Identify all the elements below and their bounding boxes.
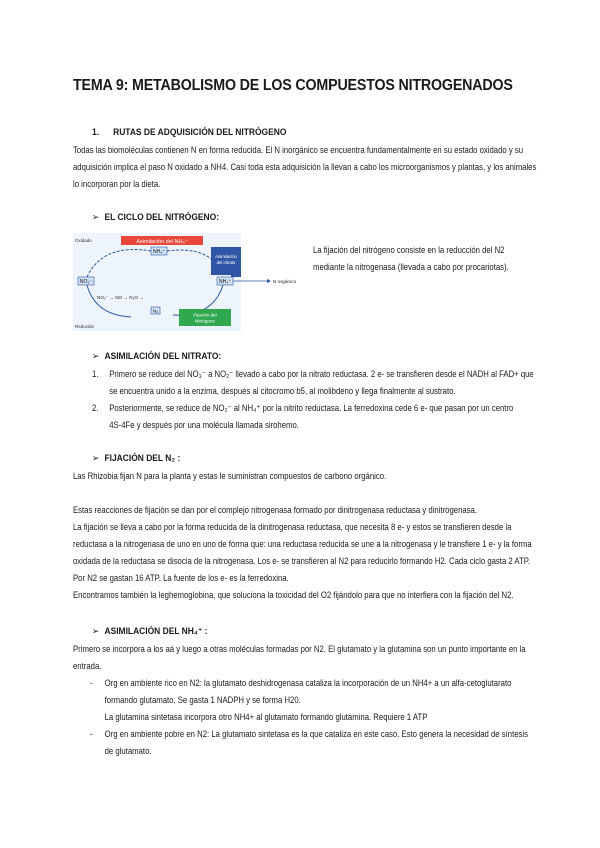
- list-item: [92, 400, 534, 417]
- nitrato-heading-text: ASIMILACIÓN DEL NITRATO:: [104, 350, 222, 361]
- diagram-species-chain: NO₂⁻ → NO → N₂O →: [97, 295, 144, 300]
- list-line: Org en ambiente pobre en N2: La glutamato sintetasa es la que cataliza en este caso. Esto genera la necesidad de síntesis: [104, 729, 529, 739]
- section-heading-amonio: [92, 625, 207, 637]
- list-number: 2.: [92, 403, 99, 413]
- list-line: Primero se reduce del NO₃⁻ a NO₂⁻ llevado a cabo por la nitrato reductasa. 2 e- se transfieren desde el NADH al FAD+ que: [109, 369, 534, 379]
- list-line: Org en ambiente rico en N2: la glutamato deshidrogenasa cataliza la incorporación de un NH4+ a un alfa-cetoglutarato: [104, 678, 512, 688]
- cycle-caption-line: mediante la nitrogenasa (llevada a cabo por procariotas).: [313, 262, 509, 272]
- list-line: 4S-4Fe y después por una molécula llamada sirohemo.: [109, 420, 299, 430]
- intro-line: adquisición implica el paso N oxidado a NH4. Casi toda esta adquisición la llevan a cabo los microorganismos y plantas, y los animales: [73, 162, 537, 172]
- diagram-fix-label-1: Fijación del: [193, 312, 217, 318]
- nitrate-list: [92, 366, 534, 434]
- fixation-line: Encontramos también la leghemoglobina, que soluciona la toxicidad del O2 fijándolo para que no interfiera con la fijación del N2.: [73, 590, 514, 600]
- ammonium-line: entrada.: [73, 661, 102, 671]
- arrow-bullet-icon: ➢: [92, 211, 100, 222]
- fixation-line-blank: [73, 485, 532, 502]
- fixation-paragraph: [73, 468, 532, 604]
- page-title: TEMA 9: METABOLISMO DE LOS COMPUESTOS NITROGENADOS: [73, 77, 513, 94]
- fixation-line: reductasa a la nitrogenasa de uno en uno de forma que: una reductasa reducida se une a la nitrogenasa y le transfiere 1 e- y la forma: [73, 539, 532, 549]
- list-line: Posteriormente, se reduce de NO₂⁻ al NH₄⁺ por la nitrito reductasa. La ferredoxina cede 6 e- que pasan por un centro: [109, 403, 514, 413]
- diagram-nh4-top: NH₄⁺: [153, 249, 165, 255]
- arrow-bullet-icon: ➢: [92, 350, 100, 361]
- section-heading-nitrato: [92, 350, 221, 362]
- intro-line: lo incorporan por la dieta.: [73, 179, 161, 189]
- fixation-line: Por N2 se gastan 16 ATP. La fuente de los e- es la ferredoxina.: [73, 573, 289, 583]
- amonio-heading-text: ASIMILACIÓN DEL NH₄⁺ :: [104, 625, 208, 636]
- list-item: [90, 726, 528, 743]
- section-heading-rutas: 1. RUTAS DE ADQUISICIÓN DEL NITRÓGENO: [92, 126, 287, 137]
- list-item-cont: [90, 692, 528, 709]
- section-heading-ciclo: [92, 211, 219, 223]
- ammonium-intro: [73, 641, 526, 675]
- ammonium-line: Primero se incorpora a los aá y luego a otras moléculas formadas por N2. El glutamato y la glutamina son un punto importante en la: [73, 644, 526, 654]
- dash-bullet: -: [90, 729, 93, 739]
- fixation-line: Estas reacciones de fijación se dan por el complejo nitrogenasa formado por dinitrogenasa reductasa y dinitrogenasa.: [73, 505, 478, 515]
- diagram-nh4-right: NH₄⁺: [219, 279, 231, 285]
- fixation-line: La fijación se lleva a cabo por la forma reducida de la dinitrogenasa reductasa, que necesita 8 e- y estos se transfieren desde la: [73, 522, 512, 532]
- list-line: se encuentra unido a la enzima, después al citocromo b5, al molibdeno y llega finalmente al sustrato.: [109, 386, 456, 396]
- diagram-n2: N₂: [152, 308, 159, 314]
- ammonium-list: [90, 675, 528, 760]
- list-line: La glutamina sintetasa incorpora otro NH4+ al glutamato formando glutamina. Requiere 1 ATP: [104, 712, 428, 722]
- dash-bullet: -: [90, 678, 93, 688]
- intro-line: Todas las biomoléculas contienen N en forma reducida. El N inorgánico se encuentra fundamentalmente en su estado oxidado y su: [73, 145, 524, 155]
- list-item-cont: [90, 709, 528, 726]
- diagram-no3-left: NO₃⁻: [79, 279, 93, 285]
- arrow-bullet-icon: ➢: [92, 625, 100, 636]
- cycle-caption: [313, 242, 509, 276]
- list-item-cont: [90, 743, 528, 760]
- diagram-fix-label-2: Nitrógeno: [195, 318, 215, 324]
- diagram-reducido-label: Reducido: [75, 324, 95, 329]
- fixation-line: oxidada de la reductasa se disocia de la nitrogenasa. Los e- se transfieren al N2 para reducirlo formando H2. Cada ciclo gasta 2 ATP.: [73, 556, 531, 566]
- fixation-line: Las Rhizobia fijan N para la planta y estas le suministran compuestos de carbono orgánico.: [73, 471, 387, 481]
- nitrogen-cycle-figure: [73, 233, 305, 331]
- cycle-caption-line: La fijación del nitrógeno consiste en la reducción del N2: [313, 245, 505, 255]
- list-item: [92, 366, 534, 383]
- section-heading-fijacion: [92, 452, 180, 464]
- list-number: 1.: [92, 369, 99, 379]
- diagram-side-box-label: Asimilación: [215, 254, 237, 259]
- list-line: formando glutamato. Se gasta 1 NADPH y se forma H20.: [104, 695, 301, 705]
- fijacion-heading-text: FIJACIÓN DEL N₂ :: [104, 452, 181, 463]
- arrow-bullet-icon: ➢: [92, 452, 100, 463]
- diagram-banner-label: Asimilación del NH₄⁺: [136, 239, 188, 245]
- list-item: [90, 675, 528, 692]
- ciclo-heading-text: EL CICLO DEL NITRÓGENO:: [104, 211, 220, 222]
- list-line: de glutamato.: [104, 746, 152, 756]
- diagram-oxidado-label: Oxidado: [75, 238, 92, 243]
- list-item-cont: [92, 383, 534, 400]
- intro-paragraph: [73, 142, 536, 193]
- diagram-organic-n-label: N orgánico: [273, 280, 297, 285]
- diagram-side-box-label-2: del nitrato: [216, 260, 236, 265]
- list-item-cont: [92, 417, 534, 434]
- nitrogen-cycle-diagram: [73, 233, 305, 331]
